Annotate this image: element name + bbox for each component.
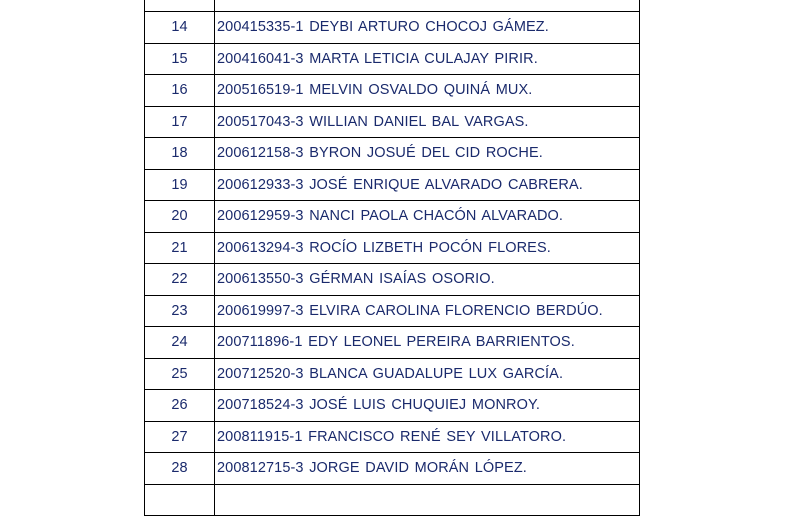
table-row [145, 169, 640, 201]
student-entry-cell: 200612158-3 BYRON JOSUÉ DEL CID ROCHE. [215, 138, 640, 170]
student-entry-cell: 200613550-3 GÉRMAN ISAÍAS OSORIO. [215, 264, 640, 296]
student-entry-cell: 200711896-1 EDY LEONEL PEREIRA BARRIENTOS. [215, 327, 640, 359]
table-row [145, 390, 640, 422]
table-row [145, 201, 640, 233]
student-entry-cell: 200619997-3 ELVIRA CAROLINA FLORENCIO BERDÚO. [215, 295, 640, 327]
row-number-cell: 18 [145, 138, 215, 170]
student-entry-cell: 200612933-3 JOSÉ ENRIQUE ALVARADO CABRERA. [215, 169, 640, 201]
table-row [145, 0, 640, 12]
table-row [145, 453, 640, 485]
table-row [145, 75, 640, 107]
student-entry-cell: 200718524-3 JOSÉ LUIS CHUQUIEJ MONROY. [215, 390, 640, 422]
student-entry-cell: 200812715-3 JORGE DAVID MORÁN LÓPEZ. [215, 453, 640, 485]
row-number-cell: 26 [145, 390, 215, 422]
row-number-cell: 28 [145, 453, 215, 485]
row-number-cell: 23 [145, 295, 215, 327]
table-row [145, 327, 640, 359]
table-row [145, 12, 640, 44]
table-row [145, 295, 640, 327]
student-entry-cell: 200517043-3 WILLIAN DANIEL BAL VARGAS. [215, 106, 640, 138]
student-list-table [144, 0, 640, 516]
student-entry-cell [215, 0, 640, 12]
row-number-cell: 19 [145, 169, 215, 201]
student-entry-cell: 200516519-1 MELVIN OSVALDO QUINÁ MUX. [215, 75, 640, 107]
row-number-cell [145, 0, 215, 12]
student-list-body [145, 0, 640, 516]
row-number-cell: 20 [145, 201, 215, 233]
table-row [145, 232, 640, 264]
student-entry-cell: 200612959-3 NANCI PAOLA CHACÓN ALVARADO. [215, 201, 640, 233]
row-number-cell: 27 [145, 421, 215, 453]
row-number-cell: 25 [145, 358, 215, 390]
row-number-cell: 16 [145, 75, 215, 107]
table-row [145, 106, 640, 138]
row-number-cell: 17 [145, 106, 215, 138]
row-number-cell: 14 [145, 12, 215, 44]
table-row [145, 358, 640, 390]
row-number-cell: 22 [145, 264, 215, 296]
table-row [145, 264, 640, 296]
student-entry-cell: 200416041-3 MARTA LETICIA CULAJAY PIRIR. [215, 43, 640, 75]
student-entry-cell: 200415335-1 DEYBI ARTURO CHOCOJ GÁMEZ. [215, 12, 640, 44]
table-row [145, 421, 640, 453]
table-row [145, 138, 640, 170]
student-entry-cell: 200811915-1 FRANCISCO RENÉ SEY VILLATORO. [215, 421, 640, 453]
table-row [145, 43, 640, 75]
row-number-cell: 15 [145, 43, 215, 75]
student-entry-cell: 200712520-3 BLANCA GUADALUPE LUX GARCÍA. [215, 358, 640, 390]
row-number-cell: 21 [145, 232, 215, 264]
student-entry-cell: 200613294-3 ROCÍO LIZBETH POCÓN FLORES. [215, 232, 640, 264]
row-number-cell: 24 [145, 327, 215, 359]
